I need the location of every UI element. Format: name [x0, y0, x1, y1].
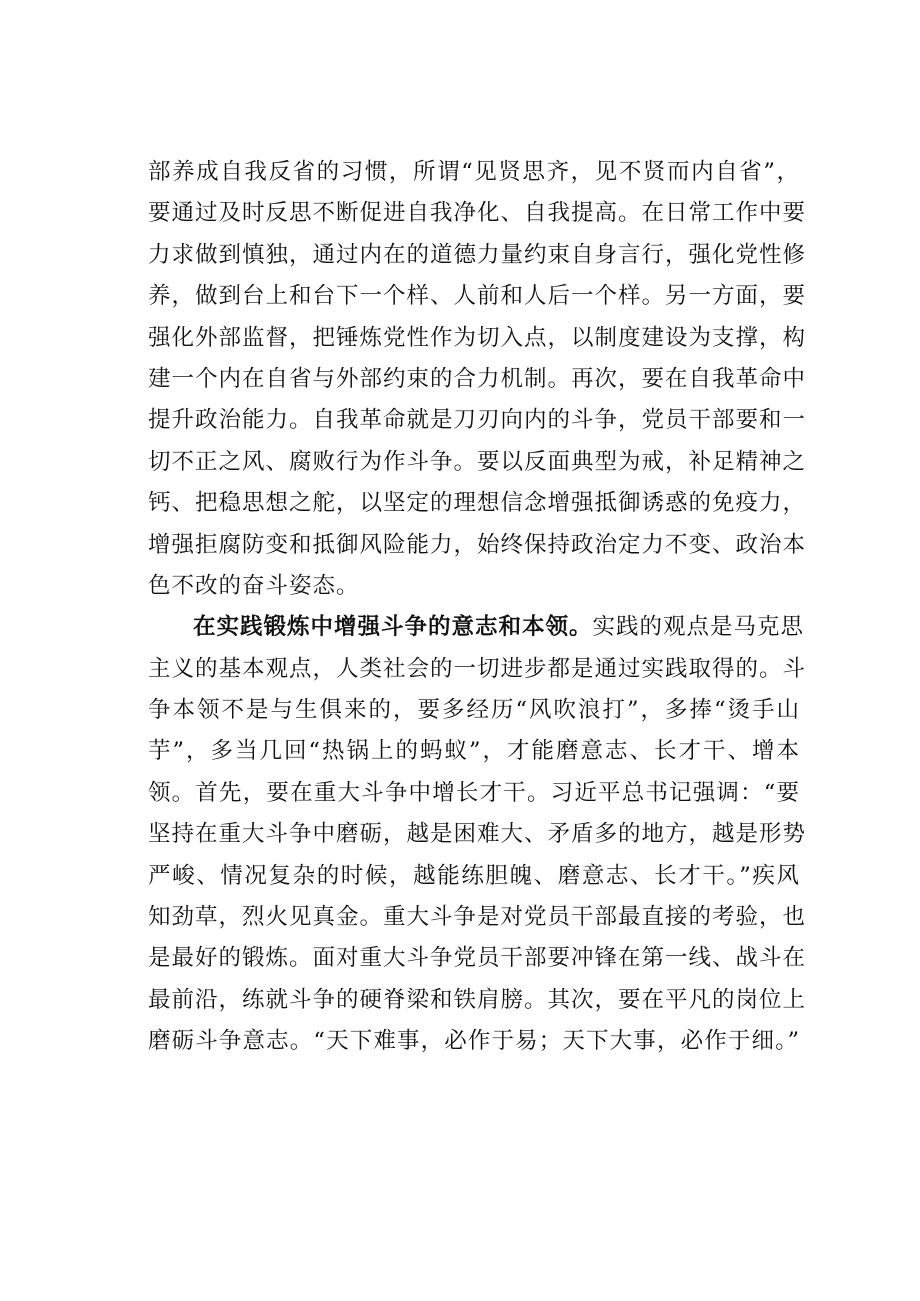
text-line: 严峻、情况复杂的时候，越能练胆魄、磨意志、长才干。”疾风 — [148, 862, 800, 889]
text-line: 养，做到台上和台下一个样、人前和人后一个样。另一方面，要 — [148, 283, 807, 310]
text-line: 坚持在重大斗争中磨砺，越是困难大、矛盾多的地方，越是形势 — [148, 821, 807, 848]
text-line: 最前沿，练就斗争的硬脊梁和铁肩膀。其次，要在平凡的岗位上 — [148, 986, 807, 1013]
text-line: 切不正之风、腐败行为作斗争。要以反面典型为戒，补足精神之 — [148, 448, 807, 475]
text-line: 提升政治能力。自我革命就是刀刃向内的斗争，党员干部要和一 — [148, 407, 807, 434]
text-line: 强化外部监督，把锤炼党性作为切入点，以制度建设为支撑，构 — [148, 324, 807, 351]
paragraph-first-line — [148, 607, 805, 648]
text-line: 知劲草，烈火见真金。重大斗争是对党员干部最直接的考验，也 — [148, 904, 807, 931]
text-line: 力求做到慎独，通过内在的道德力量约束自身言行，强化党性修 — [148, 241, 807, 268]
paragraph-2 — [148, 607, 807, 1062]
text-line: 领。首先，要在重大斗争中增长才干。习近平总书记强调：“要 — [148, 779, 800, 806]
text-line: 芋”，多当几回“热锅上的蚂蚁”，才能磨意志、长才干、增本 — [148, 738, 800, 765]
text-line: 争本领不是与生俱来的，要多经历“风吹浪打”，多捧“烫手山 — [148, 697, 800, 724]
text-span: 实践的观点是马克思 — [592, 614, 805, 641]
paragraph-heading: 在实践锻炼中增强斗争的意志和本领。 — [193, 614, 593, 641]
document-page — [148, 152, 807, 1063]
text-line: 部养成自我反省的习惯，所谓“见贤思齐，见不贤而内自省”， — [148, 159, 800, 185]
text-line: 建一个内在自省与外部约束的合力机制。再次，要在自我革命中 — [148, 365, 807, 392]
text-line: 钙、把稳思想之舵，以坚定的理想信念增强抵御诱惑的免疫力， — [148, 490, 807, 517]
text-line: 是最好的锻炼。面对重大斗争党员干部要冲锋在第一线、战斗在 — [148, 945, 807, 972]
text-line: 增强拒腐防变和抵御风险能力，始终保持政治定力不变、政治本 — [148, 531, 807, 558]
text-line: 色不改的奋斗姿态。 — [148, 572, 360, 599]
text-line: 要通过及时反思不断促进自我净化、自我提高。在日常工作中要 — [148, 200, 807, 227]
text-line: 磨砺斗争意志。“天下难事，必作于易；天下大事，必作于细。” — [148, 1028, 800, 1055]
paragraph-1 — [148, 152, 807, 607]
text-line: 主义的基本观点，人类社会的一切进步都是通过实践取得的。斗 — [148, 655, 807, 682]
